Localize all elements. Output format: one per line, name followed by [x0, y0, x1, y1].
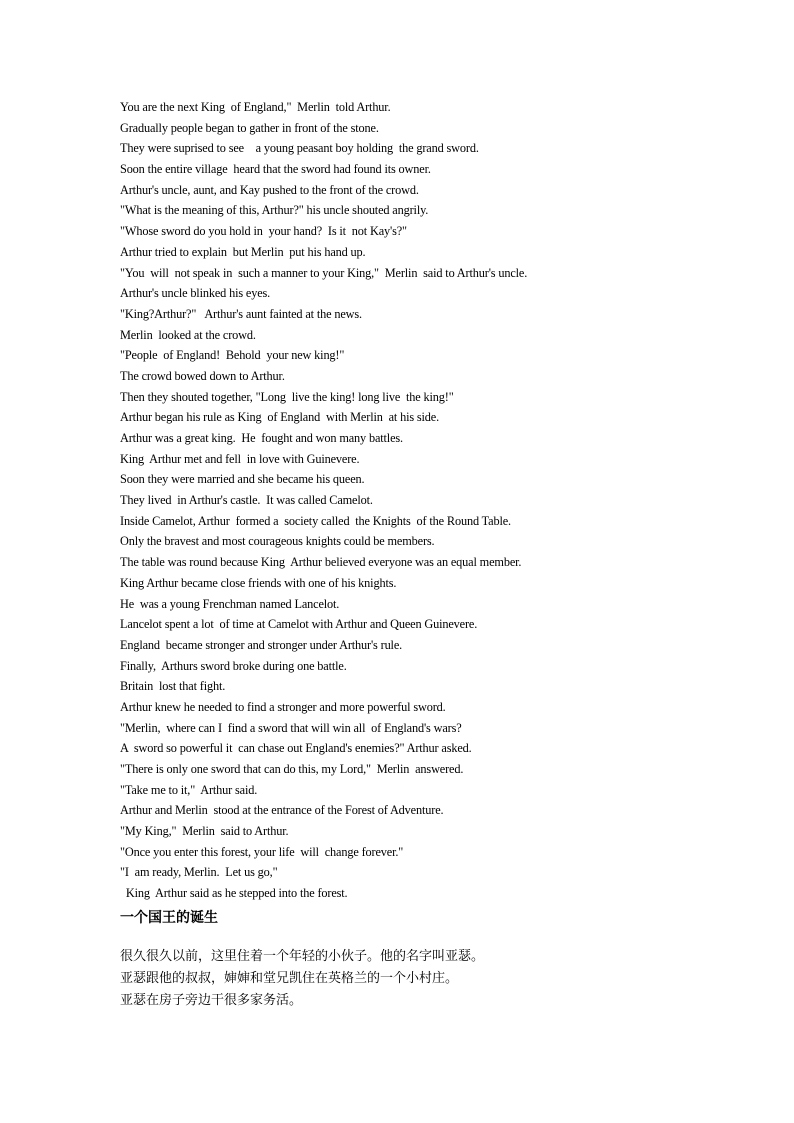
text-line: Finally, Arthurs sword broke during one battle. — [120, 658, 347, 673]
text-line: "Take me to it," Arthur said. — [120, 782, 258, 797]
text-line: Gradually people began to gather in front of the stone. — [120, 120, 379, 135]
text-line: They lived in Arthur's castle. It was called Camelot. — [120, 493, 373, 508]
text-line: Soon they were married and she became his queen. — [120, 472, 365, 487]
text-line: The crowd bowed down to Arthur. — [120, 368, 285, 383]
text-line: England became stronger and stronger under Arthur's rule. — [120, 637, 403, 652]
text-line: Britain lost that fight. — [120, 679, 226, 694]
text-line: You are the next King of England," Merlin told Arthur. — [120, 100, 391, 114]
chinese-section-title: 一个国王的诞生 — [120, 910, 218, 926]
text-line: King Arthur said as he stepped into the forest. — [120, 886, 348, 901]
text-line: 很久很久以前，这里住着一个年轻的小伙子。他的名字叫亚瑟。 — [120, 949, 485, 964]
chinese-story-text — [120, 946, 740, 1012]
text-line: "Once you enter this forest, your life will change forever." — [120, 844, 404, 859]
text-line: They were suprised to see a young peasant boy holding the grand sword. — [120, 141, 479, 156]
text-line: "Whose sword do you hold in your hand? Is it not Kay's?" — [120, 224, 407, 239]
text-line: A sword so powerful it can chase out England's enemies?" Arthur asked. — [120, 741, 472, 756]
text-line: "I am ready, Merlin. Let us go," — [120, 865, 278, 880]
text-line: 亚瑟跟他的叔叔，婶婶和堂兄凯住在英格兰的一个小村庄。 — [120, 971, 459, 986]
text-line: The table was round because King Arthur believed everyone was an equal member. — [120, 555, 522, 570]
text-line: King Arthur met and fell in love with Guinevere. — [120, 451, 360, 466]
text-line: "My King," Merlin said to Arthur. — [120, 824, 289, 839]
text-line: King Arthur became close friends with one of his knights. — [120, 575, 397, 590]
text-line: 亚瑟在房子旁边干很多家务活。 — [120, 993, 303, 1008]
text-line: Arthur began his rule as King of England with Merlin at his side. — [120, 410, 440, 425]
text-line: Only the bravest and most courageous knights could be members. — [120, 534, 435, 549]
text-line: "Merlin, where can I find a sword that will win all of England's wars? — [120, 720, 462, 735]
text-line: "King?Arthur?" Arthur's aunt fainted at the news. — [120, 306, 362, 321]
text-line: Arthur and Merlin stood at the entrance of the Forest of Adventure. — [120, 803, 444, 818]
text-line: Inside Camelot, Arthur formed a society called the Knights of the Round Table. — [120, 513, 511, 528]
text-line: Merlin looked at the crowd. — [120, 327, 256, 342]
text-line: Arthur knew he needed to find a stronger and more powerful sword. — [120, 699, 446, 714]
text-line: Arthur's uncle, aunt, and Kay pushed to the front of the crowd. — [120, 182, 419, 197]
text-line: Soon the entire village heard that the sword had found its owner. — [120, 162, 431, 177]
text-line: "People of England! Behold your new king!" — [120, 348, 345, 363]
text-line: Lancelot spent a lot of time at Camelot with Arthur and Queen Guinevere. — [120, 617, 478, 632]
text-line: "There is only one sword that can do this, my Lord," Merlin answered. — [120, 762, 464, 776]
text-line: Arthur tried to explain but Merlin put his hand up. — [120, 244, 366, 259]
text-line: Then they shouted together, "Long live the king! long live the king!" — [120, 389, 454, 404]
text-line: He was a young Frenchman named Lancelot. — [120, 596, 340, 611]
english-story-text — [120, 97, 740, 904]
text-line: Arthur's uncle blinked his eyes. — [120, 286, 271, 301]
text-line: "You will not speak in such a manner to your King," Merlin said to Arthur's uncle. — [120, 265, 528, 280]
text-line: "What is the meaning of this, Arthur?" his uncle shouted angrily. — [120, 203, 429, 218]
text-line: Arthur was a great king. He fought and won many battles. — [120, 431, 403, 445]
